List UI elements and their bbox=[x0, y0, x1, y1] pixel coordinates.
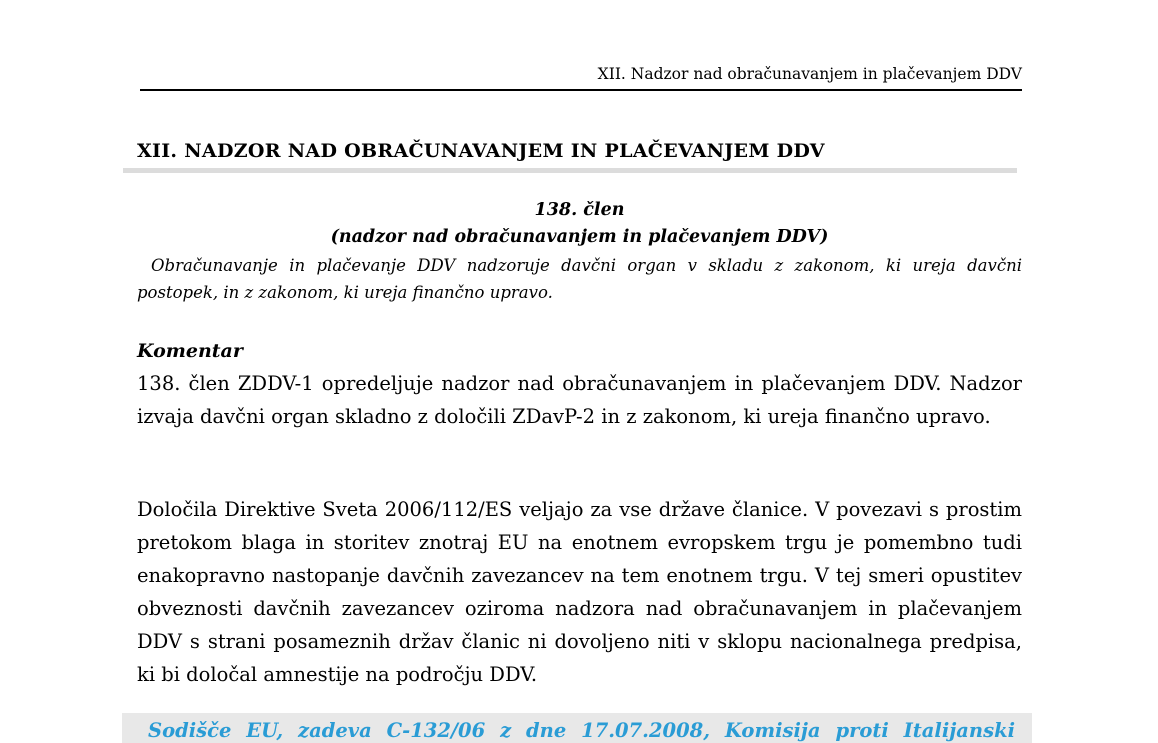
heading-underline-bar bbox=[123, 168, 1017, 173]
article-number: 138. člen bbox=[534, 200, 625, 220]
article-head bbox=[137, 197, 1022, 251]
commentary-paragraph: Določila Direktive Sveta 2006/112/ES veljajo za vse države članice. V povezavi s prostim pretokom blaga in storitev znotraj EU na enotnem evropskem trgu je pomembno tudi enakopravno nastopanje davčnih zavezancev na tem enotnem trgu. V tej smeri opustitev obveznosti davčnih zavezancev oziroma nadzora nad obračunavanjem in plačevanjem DDV s strani posameznih držav članic ni dovoljeno niti v sklopu nacionalnega predpisa, ki bi določal amnestije na področju DDV. bbox=[137, 498, 1022, 686]
case-citation-text: Sodišče EU, zadeva C-132/06 z dne 17.07.2008, Komisija proti Italijanski bbox=[148, 719, 1015, 742]
commentary-heading: Komentar bbox=[137, 340, 243, 362]
section-heading: XII. NADZOR NAD OBRAČUNAVANJEM IN PLAČEVANJEM DDV bbox=[137, 140, 825, 162]
case-citation-highlight bbox=[122, 713, 1032, 743]
article-statute-text: Obračunavanje in plačevanje DDV nadzoruje davčni organ v skladu z zakonom, ki ureja davčni postopek, in z zakonom, ki ureja finančno upravo. bbox=[137, 256, 1022, 302]
article-title: (nadzor nad obračunavanjem in plačevanjem DDV) bbox=[330, 227, 829, 247]
running-header: XII. Nadzor nad obračunavanjem in plačevanjem DDV bbox=[597, 65, 1022, 83]
commentary-paragraph: 138. člen ZDDV-1 opredeljuje nadzor nad obračunavanjem in plačevanjem DDV. Nadzor izvaja davčni organ skladno z določili ZDavP-2 in z zakonom, ki ureja finančno upravo. bbox=[137, 372, 1022, 428]
header-rule bbox=[140, 89, 1022, 91]
